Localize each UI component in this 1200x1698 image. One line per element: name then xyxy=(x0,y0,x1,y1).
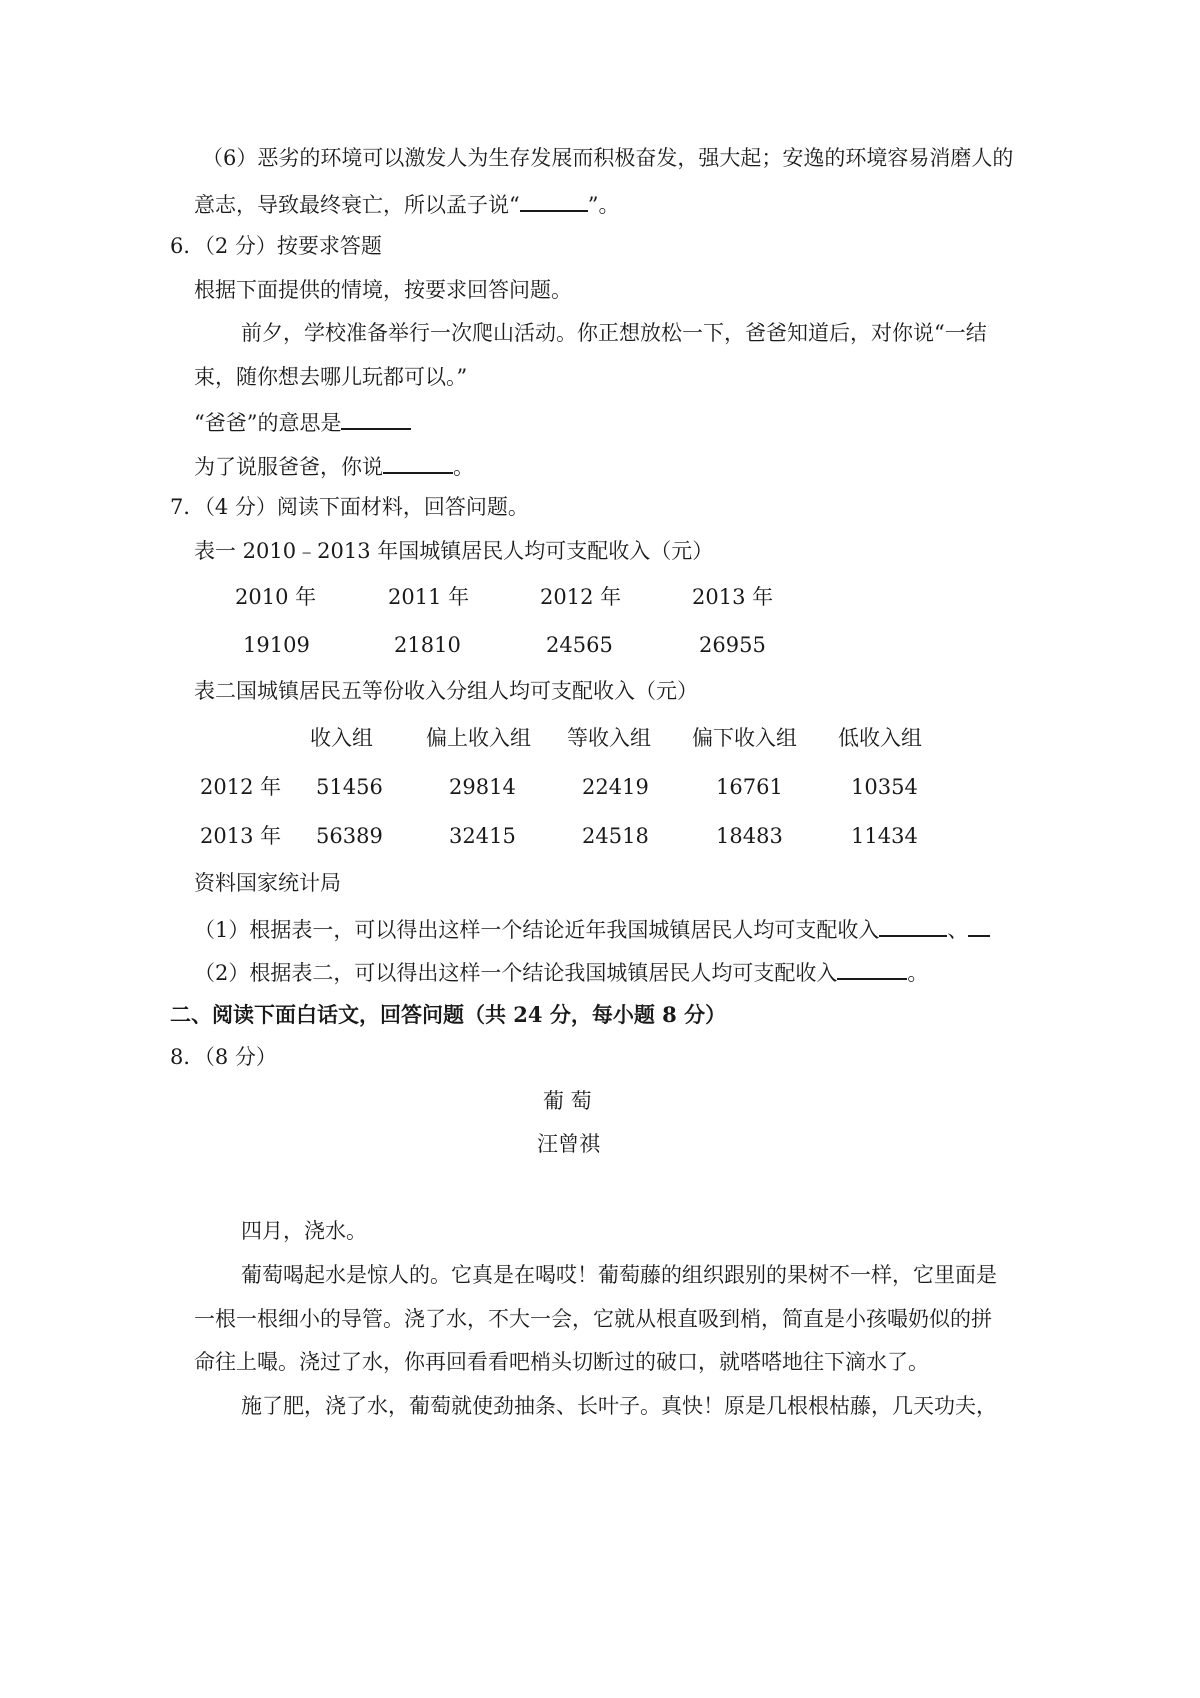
article-paragraph-1: 四月，浇水。 xyxy=(241,1219,367,1243)
q5-item6-line1: （6）恶劣的环境可以激发人为生存发展而积极奋发，强大起；安逸的环境容易消磨人的 xyxy=(202,146,1014,170)
table1-value: 21810 xyxy=(394,633,461,657)
table2-cell: 51456 xyxy=(316,775,383,799)
table1-title: 表一 2010﹣2013 年国城镇居民人均可支配收入（元） xyxy=(194,539,714,563)
article-paragraph-2-line3: 命往上嘬。浇过了水，你再回看看吧梢头切断过的破口，就嗒嗒地往下滴水了。 xyxy=(194,1350,929,1374)
answer-blank[interactable] xyxy=(968,917,990,937)
article-paragraph-2-line2: 一根一根细小的导管。浇了水，不大一会，它就从根直吸到梢，简直是小孩嘬奶似的拼 xyxy=(194,1307,992,1331)
q7-sub1 xyxy=(194,917,990,941)
q6-scenario-line2: 束，随你想去哪儿玩都可以。” xyxy=(194,365,468,389)
table2-cell: 22419 xyxy=(582,775,649,799)
answer-blank[interactable] xyxy=(383,454,453,474)
table2-header: 收入组 xyxy=(310,726,373,750)
q5-item6-line2-post: ”。 xyxy=(587,193,620,217)
table1-year: 2013 年 xyxy=(692,585,774,609)
q7-source: 资料国家统计局 xyxy=(194,871,341,895)
q6-ask1 xyxy=(194,410,411,434)
answer-blank[interactable] xyxy=(879,917,947,937)
table2-cell: 10354 xyxy=(851,775,918,799)
table2-cell: 56389 xyxy=(316,824,383,848)
q6-scenario-line1: 前夕，学校准备举行一次爬山活动。你正想放松一下，爸爸知道后，对你说“一结 xyxy=(241,321,987,345)
table2-row-year: 2013 年 xyxy=(200,824,282,848)
q6-heading: 6．（2 分）按要求答题 xyxy=(170,234,382,258)
q8-heading: 8．（8 分） xyxy=(170,1045,277,1069)
q7-sub2 xyxy=(194,960,928,984)
table2-row-year: 2012 年 xyxy=(200,775,282,799)
q6-ask1-text: “爸爸”的意思是 xyxy=(194,411,342,435)
table1-value: 19109 xyxy=(243,633,310,657)
table2-cell: 24518 xyxy=(582,824,649,848)
answer-blank[interactable] xyxy=(341,410,411,430)
q5-item6-line2-pre: 意志，导致最终衰亡，所以孟子说“ xyxy=(194,193,520,217)
q6-ask2 xyxy=(194,454,474,478)
q6-intro: 根据下面提供的情境，按要求回答问题。 xyxy=(194,278,572,302)
table2-cell: 29814 xyxy=(449,775,516,799)
table1-value: 24565 xyxy=(546,633,613,657)
table2-cell: 32415 xyxy=(449,824,516,848)
q7-sub2-text: （2）根据表二，可以得出这样一个结论我国城镇居民人均可支配收入 xyxy=(194,961,838,985)
q5-item6-line2 xyxy=(194,192,620,216)
table1-year: 2011 年 xyxy=(388,585,470,609)
table1-year: 2012 年 xyxy=(540,585,622,609)
article-title: 葡 萄 xyxy=(543,1089,592,1113)
q7-sub1-text: （1）根据表一，可以得出这样一个结论近年我国城镇居民人均可支配收入 xyxy=(194,918,880,942)
section2-heading: 二、阅读下面白话文，回答问题（共 24 分，每小题 8 分） xyxy=(170,1002,727,1027)
article-author: 汪曾祺 xyxy=(537,1132,600,1156)
table2-header: 偏上收入组 xyxy=(426,726,531,750)
answer-blank[interactable] xyxy=(837,960,907,980)
table1-year: 2010 年 xyxy=(235,585,317,609)
q7-sub2-post: 。 xyxy=(907,961,929,985)
answer-blank[interactable] xyxy=(520,192,588,212)
article-paragraph-3-line1: 施了肥，浇了水，葡萄就使劲抽条、长叶子。真快！原是几根根枯藤，几天功夫， xyxy=(241,1394,997,1418)
table2-cell: 16761 xyxy=(716,775,783,799)
q6-ask2-post: 。 xyxy=(453,455,474,479)
q7-heading: 7．（4 分）阅读下面材料，回答问题。 xyxy=(170,495,529,519)
table2-header: 低收入组 xyxy=(838,726,922,750)
q6-ask2-text: 为了说服爸爸，你说 xyxy=(194,455,383,479)
q7-sub1-sep: 、 xyxy=(947,918,969,942)
table2-cell: 11434 xyxy=(851,824,918,848)
article-paragraph-2-line1: 葡萄喝起水是惊人的。它真是在喝哎！葡萄藤的组织跟别的果树不一样，它里面是 xyxy=(241,1263,997,1287)
table2-cell: 18483 xyxy=(716,824,783,848)
table2-title: 表二国城镇居民五等份收入分组人均可支配收入（元） xyxy=(194,679,698,703)
table2-header: 偏下收入组 xyxy=(692,726,797,750)
table2-header: 等收入组 xyxy=(567,726,651,750)
table1-value: 26955 xyxy=(699,633,766,657)
